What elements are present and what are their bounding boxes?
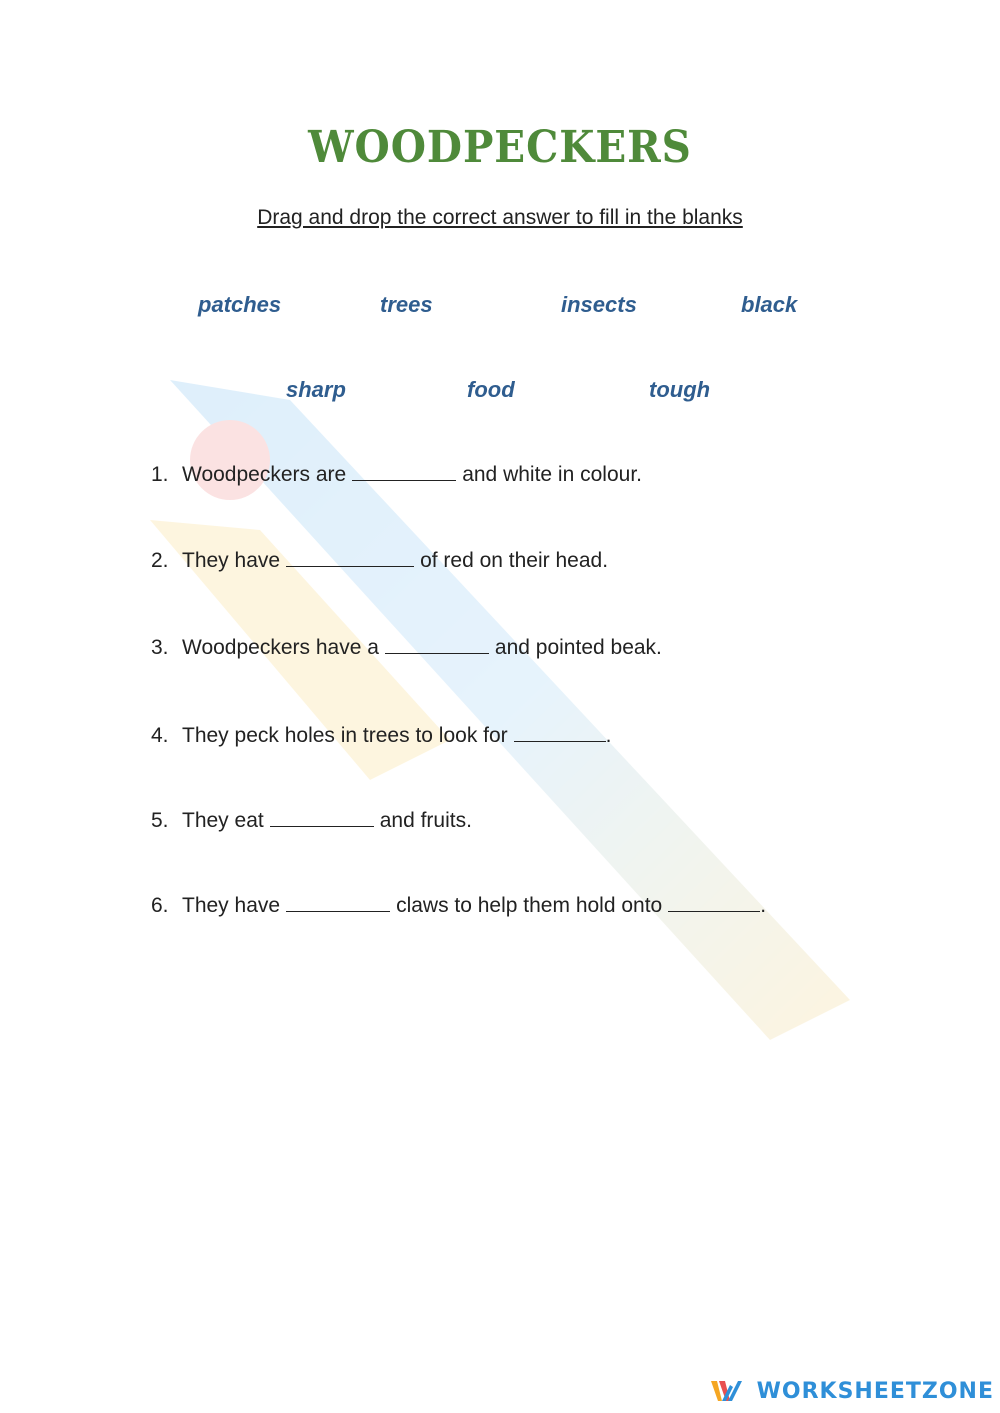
question-1 — [151, 462, 642, 487]
question-3 — [151, 635, 662, 660]
question-text: They peck holes in trees to look for — [182, 724, 508, 747]
answer-blank[interactable] — [286, 548, 414, 567]
word-bank-item[interactable]: sharp — [286, 377, 346, 402]
word-bank-item[interactable]: trees — [380, 292, 433, 317]
word-bank-item[interactable]: patches — [198, 292, 282, 317]
word-bank-item[interactable]: food — [467, 377, 515, 402]
question-text: They have — [182, 894, 281, 917]
question-4 — [151, 723, 612, 748]
question-number: 3. — [151, 636, 169, 659]
question-number: 5. — [151, 809, 169, 832]
word-bank-item[interactable]: insects — [561, 292, 637, 317]
worksheet-title: WOODPECKERS — [308, 122, 692, 173]
question-number: 1. — [151, 463, 169, 486]
answer-blank[interactable] — [270, 808, 374, 827]
question-text: and pointed beak. — [494, 636, 662, 659]
word-bank-item[interactable]: tough — [649, 377, 711, 402]
answer-blank[interactable] — [385, 635, 489, 654]
question-text: of red on their head. — [420, 549, 609, 572]
question-number: 2. — [151, 549, 169, 572]
question-text: . — [605, 724, 612, 747]
question-text: They have — [182, 549, 281, 572]
w-logo-icon — [709, 1377, 747, 1405]
question-number: 4. — [151, 724, 169, 747]
question-number: 6. — [151, 894, 169, 917]
word-bank-item[interactable]: black — [741, 292, 798, 317]
question-2 — [151, 548, 608, 573]
brand-name: WORKSHEETZONE — [756, 1378, 994, 1404]
instruction-text: Drag and drop the correct answer to fill in the blanks — [257, 206, 743, 229]
answer-blank[interactable] — [352, 462, 456, 481]
question-text: . — [760, 894, 767, 917]
question-text: and fruits. — [379, 809, 472, 832]
question-text: claws to help them hold onto — [396, 894, 663, 917]
question-text: They eat — [182, 809, 264, 832]
question-5 — [151, 808, 472, 833]
question-6 — [151, 893, 766, 918]
question-text: and white in colour. — [462, 463, 642, 486]
question-text: Woodpeckers are — [182, 463, 347, 486]
answer-blank[interactable] — [514, 723, 606, 742]
answer-blank[interactable] — [286, 893, 390, 912]
footer-brand[interactable] — [700, 1373, 1000, 1409]
question-text: Woodpeckers have a — [182, 636, 379, 659]
answer-blank[interactable] — [668, 893, 760, 912]
